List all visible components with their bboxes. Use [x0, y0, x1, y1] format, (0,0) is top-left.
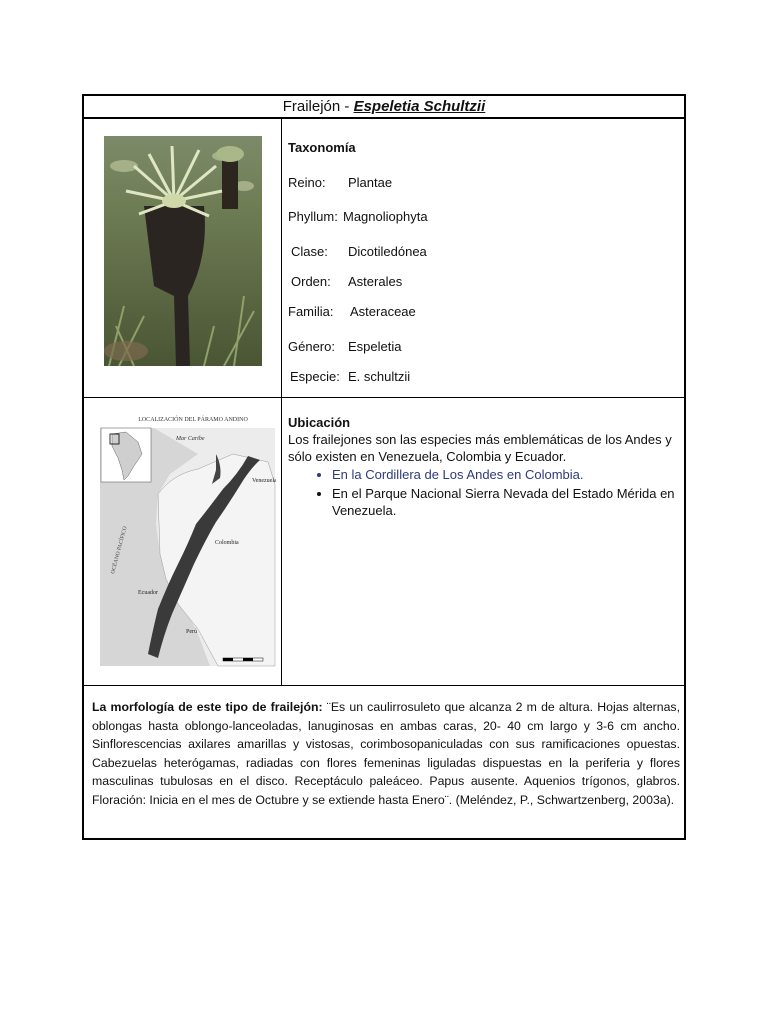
- map-label-peru: Perú: [186, 629, 197, 635]
- row-divider: [84, 397, 684, 398]
- taxonomy-row-genero: Género: Espeletia: [288, 339, 402, 354]
- card-title: [84, 96, 684, 119]
- location-item-venezuela: • En el Parque Nacional Sierra Nevada del Estado Mérida en Venezuela.: [332, 485, 683, 519]
- title-common-name: Frailejón -: [282, 98, 354, 115]
- morphology-lead: La morfología de este tipo de frailejón:: [92, 700, 323, 714]
- location-heading: Ubicación: [288, 415, 351, 430]
- column-divider: [281, 119, 282, 685]
- map-title: LOCALIZACIÓN DEL PÁRAMO ANDINO: [138, 417, 248, 423]
- map-label-ecuador: Ecuador: [138, 590, 158, 596]
- taxonomy-row-familia: Familia: Asteraceae: [288, 304, 416, 319]
- taxonomy-row-especie: Especie: E. schultzii: [290, 369, 411, 384]
- taxonomy-row-reino: Reino: Plantae: [288, 175, 393, 190]
- location-intro: Los frailejones son las especies más emblemáticas de los Andes y sólo existen en Venezuela, Colombia y Ecuador.: [288, 432, 672, 464]
- location-list: [288, 466, 683, 519]
- location-section: [288, 414, 683, 521]
- morphology-paragraph: [92, 698, 680, 809]
- map-label-venezuela: Venezuela: [252, 478, 276, 484]
- location-item-colombia[interactable]: • En la Cordillera de Los Andes en Colombia.: [332, 466, 683, 483]
- taxonomy-heading: Taxonomía: [288, 140, 356, 155]
- species-card: [82, 94, 686, 840]
- title-scientific-name: Espeletia Schultzii: [353, 98, 486, 115]
- frailejon-photo: [104, 136, 262, 366]
- map-label-colombia: Colombia: [215, 540, 239, 546]
- taxonomy-row-clase: Clase: Dicotiledónea: [291, 244, 427, 259]
- andes-location-map: [98, 414, 276, 668]
- map-label-ocean: OCÉANO PACÍFICO: [110, 525, 129, 575]
- taxonomy-row-orden: Orden: Asterales: [291, 274, 403, 289]
- map-label-sea: Mar Caribe: [176, 436, 205, 442]
- taxonomy-row-phyllum: Phyllum: Magnoliophyta: [288, 209, 428, 224]
- scale-bar: [223, 658, 263, 661]
- row-divider: [84, 685, 684, 686]
- morphology-text: ¨Es un caulirrosuleto que alcanza 2 m de altura. Hojas alternas, oblongas hasta oblongo-lanceoladas, lanuginosas en ambas caras, 20- 40 cm largo y 3-6 cm ancho. Sinflorescencias axilares amarillas y vistosas, corimbosopaniculadas con sus ramificaciones opuestas. Cabezuelas heterógamas, radiadas con flores femeninas liguladas dispuestas en la periferia y flores masculinas tubulosas en el disco. Receptáculo paleáceo. Papus ausente. Aquenios trígonos, glabros. Floración: Inicia en el mes de Octubre y se extiende hasta Enero¨. (Meléndez, P., Schwartzenberg, 2003a).: [92, 700, 681, 807]
